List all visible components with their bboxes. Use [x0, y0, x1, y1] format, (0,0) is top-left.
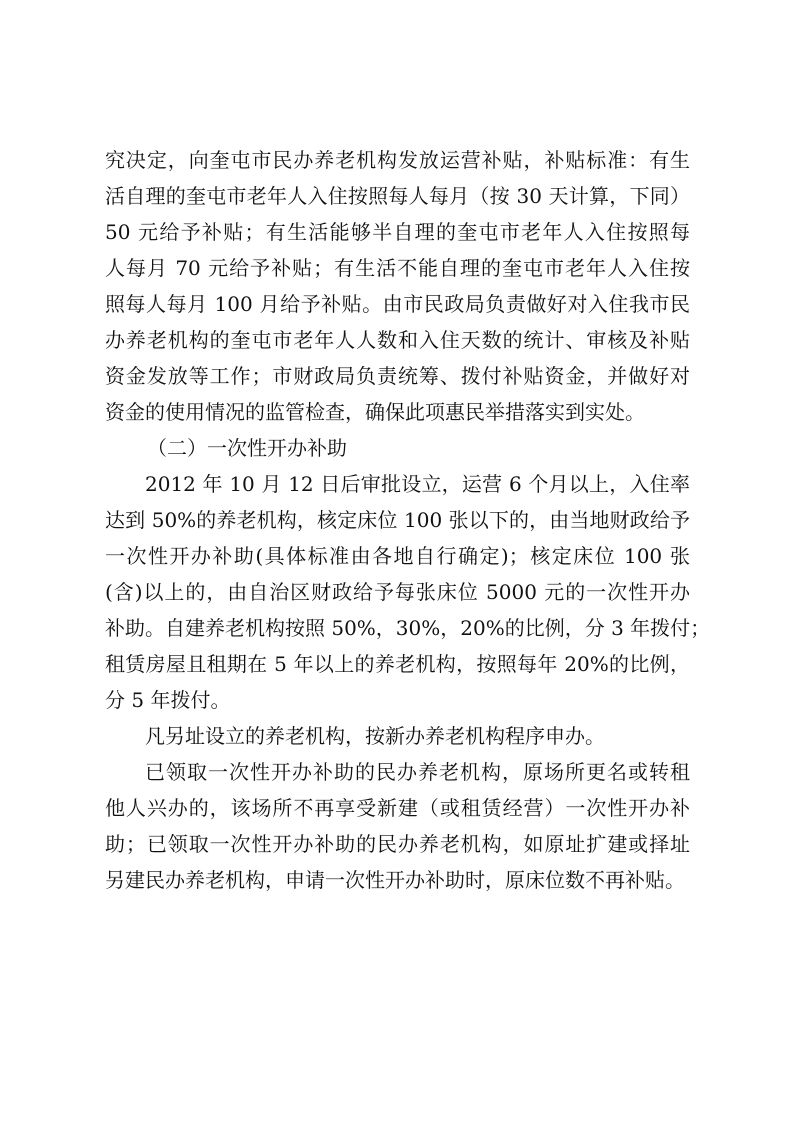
text-line: 2012 年 10 月 12 日后审批设立，运营 6 个月以上，入住率 [145, 472, 690, 496]
text-line: 活自理的奎屯市老年人入住按照每人每月（按 30 天计算，下同） [105, 184, 690, 208]
text-line: 助；已领取一次性开办补助的民办养老机构，如原址扩建或择址 [105, 832, 690, 856]
section-heading-one-time-subsidy [105, 430, 690, 466]
text-line: 办养老机构的奎屯市老年人人数和入住天数的统计、审核及补贴 [105, 328, 690, 352]
text-line: 人每月 70 元给予补贴；有生活不能自理的奎屯市老年人入住按 [105, 256, 690, 280]
text-line: 资金发放等工作；市财政局负责统筹、拨付补贴资金，并做好对 [105, 364, 690, 388]
paragraph-new-site [105, 718, 690, 754]
text-line: 租赁房屋且租期在 5 年以上的养老机构，按照每年 20%的比例， [105, 652, 690, 676]
text-line: 达到 50%的养老机构，核定床位 100 张以下的，由当地财政给予 [105, 508, 690, 532]
text-line: 照每人每月 100 月给予补贴。由市民政局负责做好对入住我市民 [105, 292, 690, 316]
text-line: 另建民办养老机构，申请一次性开办补助时，原床位数不再补贴。 [105, 868, 685, 892]
text-line: 已领取一次性开办补助的民办养老机构，原场所更名或转租 [145, 760, 690, 784]
section-heading: （二）一次性开办补助 [147, 436, 347, 460]
paragraph-existing-subsidy [105, 754, 690, 898]
text-line: 资金的使用情况的监管检查，确保此项惠民举措落实到实处。 [105, 400, 645, 424]
paragraph-operating-subsidy [105, 142, 690, 430]
document-body [105, 142, 711, 898]
text-line: 分 5 年拨付。 [105, 688, 231, 712]
text-line: 他人兴办的，该场所不再享受新建（或租赁经营）一次性开办补 [105, 796, 690, 820]
text-line: 50 元给予补贴；有生活能够半自理的奎屯市老年人入住按照每 [105, 220, 690, 244]
text-line: (含)以上的，由自治区财政给予每张床位 5000 元的一次性开办 [105, 580, 690, 604]
text-line: 凡另址设立的养老机构，按新办养老机构程序申办。 [145, 724, 605, 748]
text-line: 一次性开办补助(具体标准由各地自行确定)；核定床位 100 张 [105, 544, 690, 568]
paragraph-one-time-subsidy [105, 466, 711, 718]
text-line: 究决定，向奎屯市民办养老机构发放运营补贴，补贴标准：有生 [105, 148, 690, 172]
text-line: 补助。自建养老机构按照 50%，30%，20%的比例，分 3 年拨付； [105, 616, 711, 640]
